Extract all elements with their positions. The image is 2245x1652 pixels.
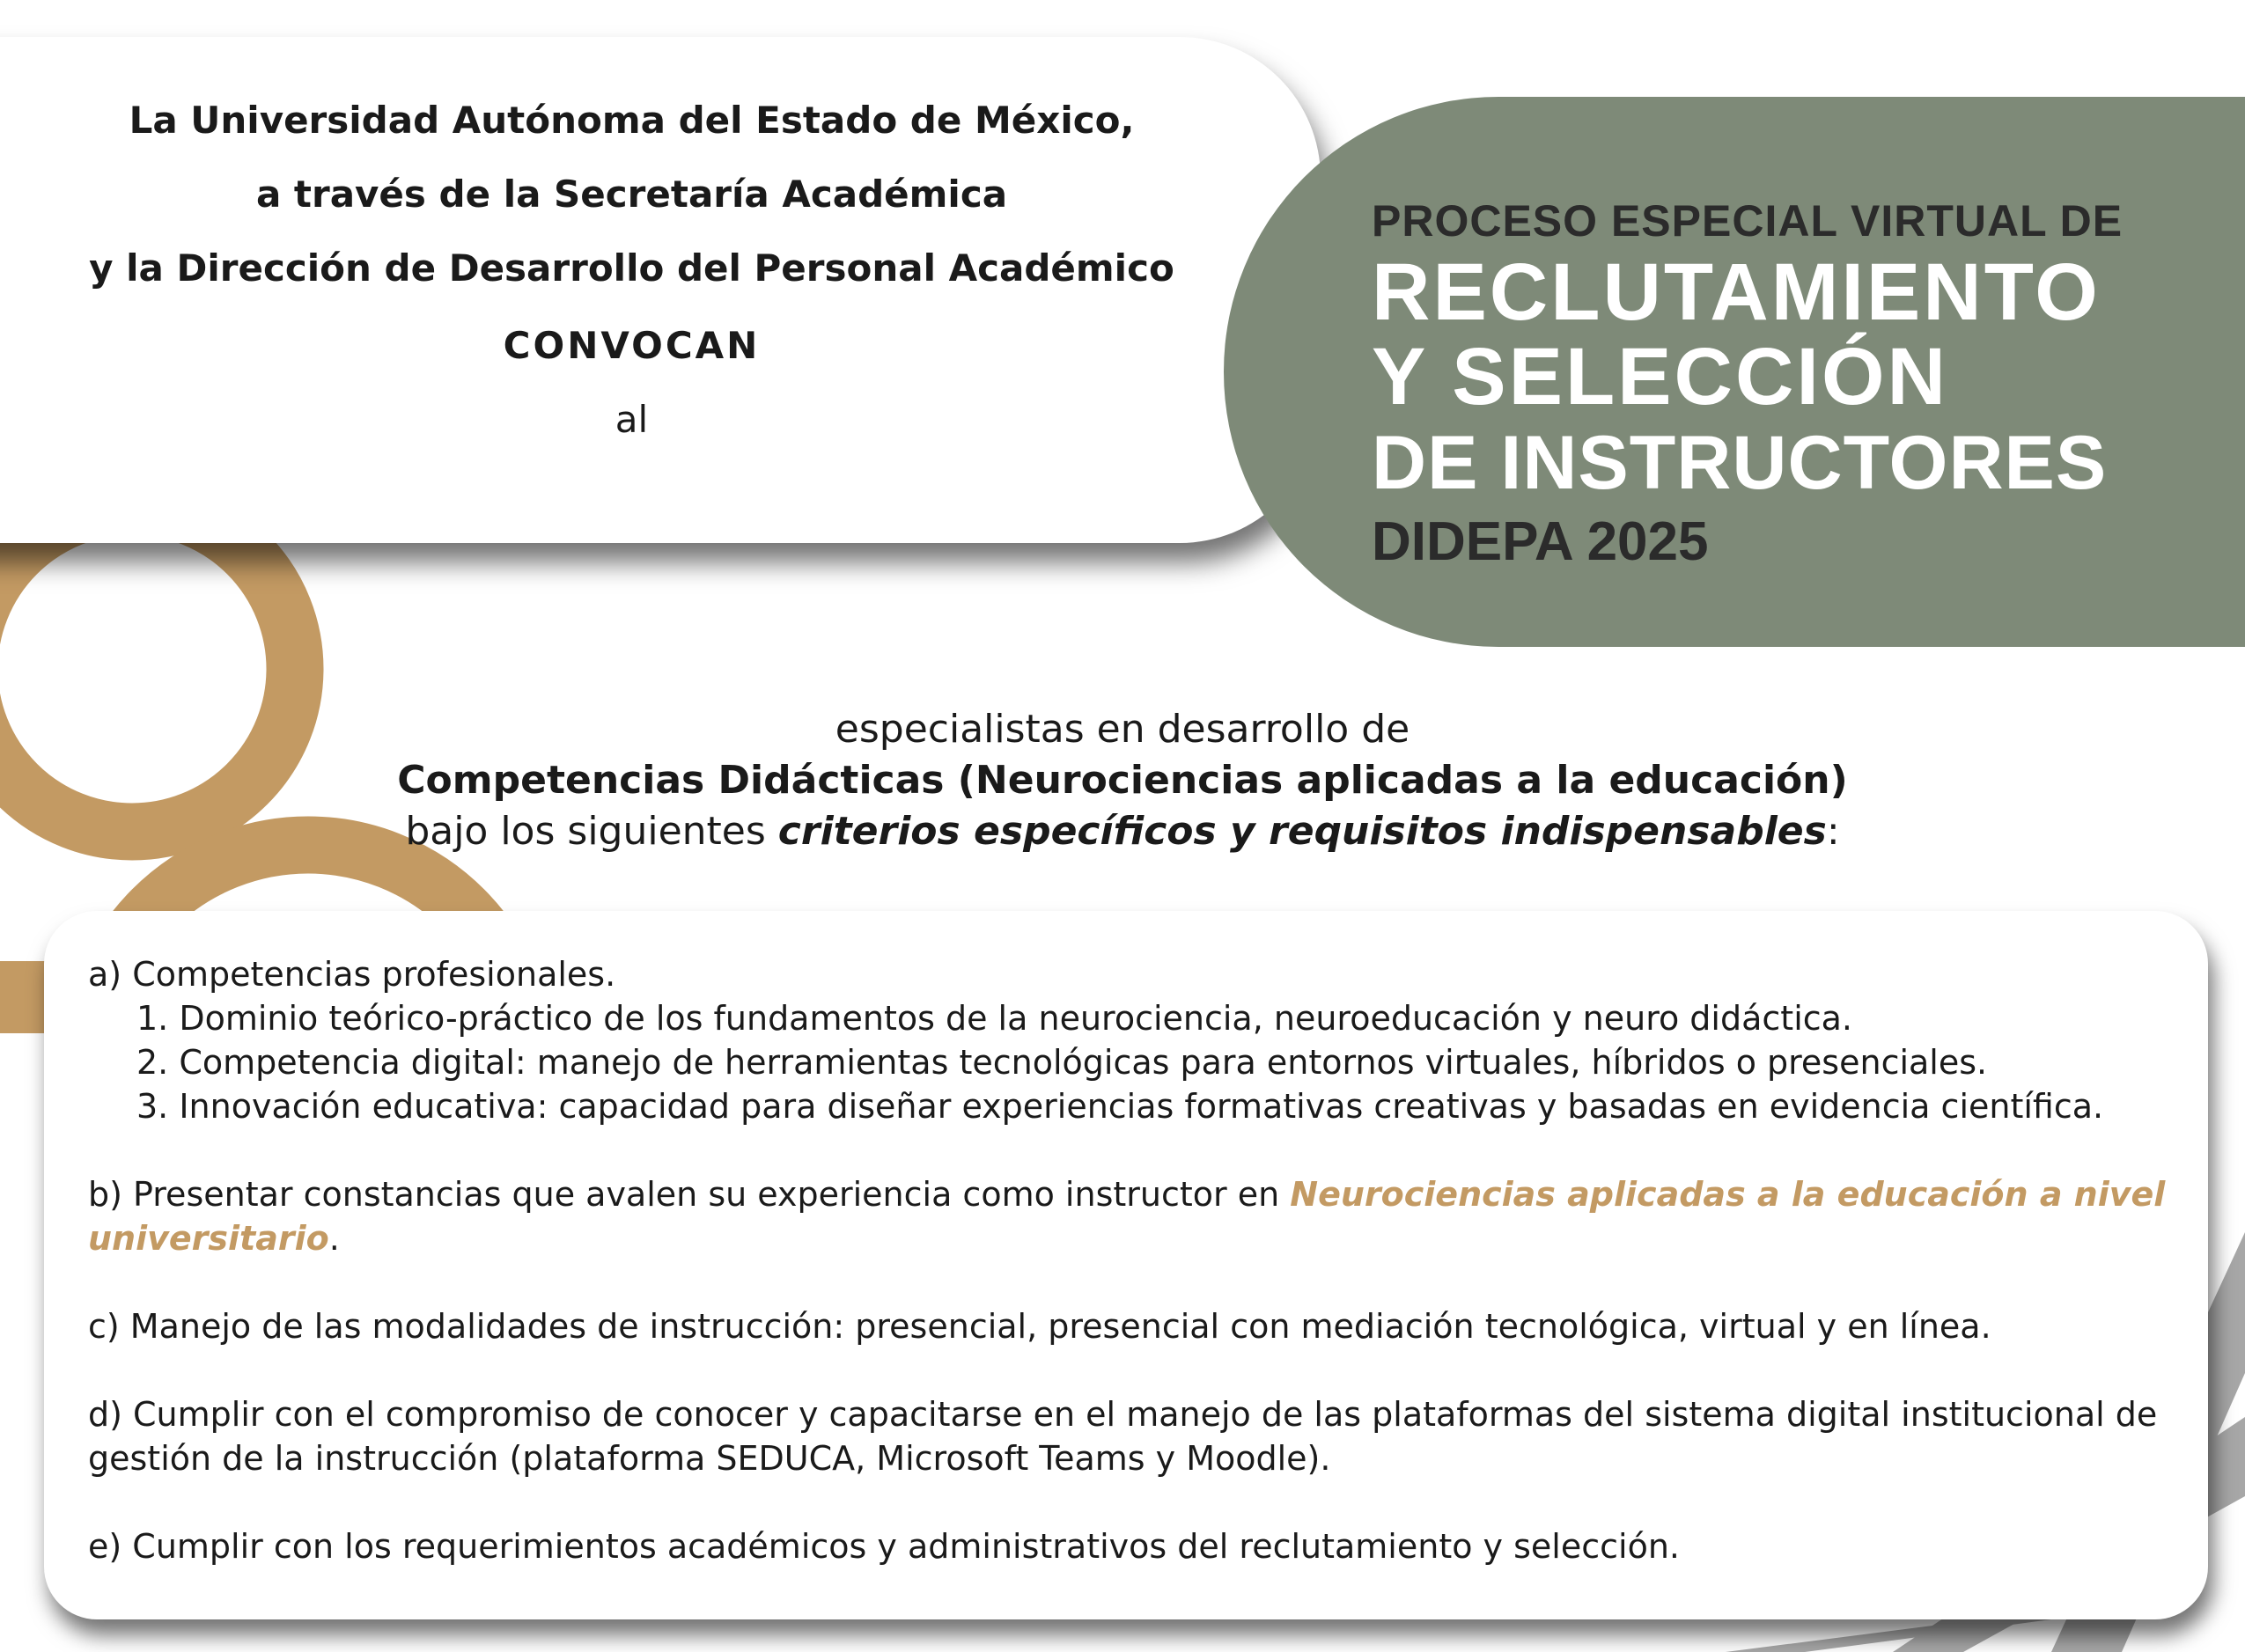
requirement-a-item-3: 3. Innovación educativa: capacidad para diseñar experiencias formativas creativas y basadas en evidencia científica. xyxy=(136,1087,2104,1126)
spacer xyxy=(88,1480,2166,1524)
title-proceso: PROCESO ESPECIAL VIRTUAL DE xyxy=(1372,196,2124,246)
subtitle-line2: Competencias Didácticas (Neurociencias aplicadas a la educación) xyxy=(397,758,1848,803)
intro-al: al xyxy=(615,398,649,441)
requirement-b xyxy=(88,1172,2166,1260)
requirement-b-text: b) Presentar constancias que avalen su experiencia como instructor en xyxy=(88,1175,1291,1214)
requirement-a-item-2: 2. Competencia digital: manejo de herramientas tecnológicas para entornos virtuales, híbridos o presenciales. xyxy=(136,1043,1988,1082)
spacer xyxy=(88,1348,2166,1392)
spacer xyxy=(88,1260,2166,1304)
subtitle-criterios: criterios específicos y requisitos indispensables xyxy=(777,809,1827,854)
requirement-b-highlight: Neurociencias aplicadas a la educación a nivel universitario xyxy=(88,1175,2166,1258)
requirements-list xyxy=(88,952,2166,1568)
intro-secretaria-line: a través de la Secretaría Académica xyxy=(255,173,1008,216)
title-block xyxy=(1372,192,2123,577)
requirement-a-item-1: 1. Dominio teórico-práctico de los fundamentos de la neurociencia, neuroeducación y neuro didáctica. xyxy=(136,999,1853,1038)
requirement-c: c) Manejo de las modalidades de instrucción: presencial, presencial con mediación tecnológica, virtual y en línea. xyxy=(88,1307,1991,1346)
intro-text xyxy=(70,84,1193,457)
title-seleccion: Y SELECCIÓN xyxy=(1372,332,1948,422)
intro-direccion-line: y la Dirección de Desarrollo del Personal Académico xyxy=(89,246,1174,290)
intro-university-line: La Universidad Autónoma del Estado de México, xyxy=(129,99,1135,142)
intro-convocan: CONVOCAN xyxy=(503,324,761,367)
requirement-b-end: . xyxy=(328,1219,340,1258)
subtitle-line1: especialistas en desarrollo de xyxy=(835,707,1410,752)
gray-stripe-3 xyxy=(1726,1619,2051,1652)
subtitle-line3 xyxy=(0,806,2245,857)
title-didepa: DIDEPA 2025 xyxy=(1372,511,1709,572)
subtitle xyxy=(0,704,2245,857)
subtitle-line3-pre: bajo los siguientes xyxy=(405,809,778,854)
subtitle-line3-post: : xyxy=(1826,809,1840,854)
title-reclutamiento: RECLUTAMIENTO xyxy=(1372,247,2101,337)
requirement-d: d) Cumplir con el compromiso de conocer y capacitarse en el manejo de las plataformas del sistema digital institucional de gestión de la instrucción (plataforma SEDUCA, Microsoft Teams y Moodle). xyxy=(88,1395,2158,1478)
requirement-a: a) Competencias profesionales. xyxy=(88,955,616,994)
spacer xyxy=(88,1128,2166,1172)
requirement-e: e) Cumplir con los requerimientos académicos y administrativos del reclutamiento y selección. xyxy=(88,1527,1680,1566)
title-instructores: DE INSTRUCTORES xyxy=(1372,421,2108,505)
